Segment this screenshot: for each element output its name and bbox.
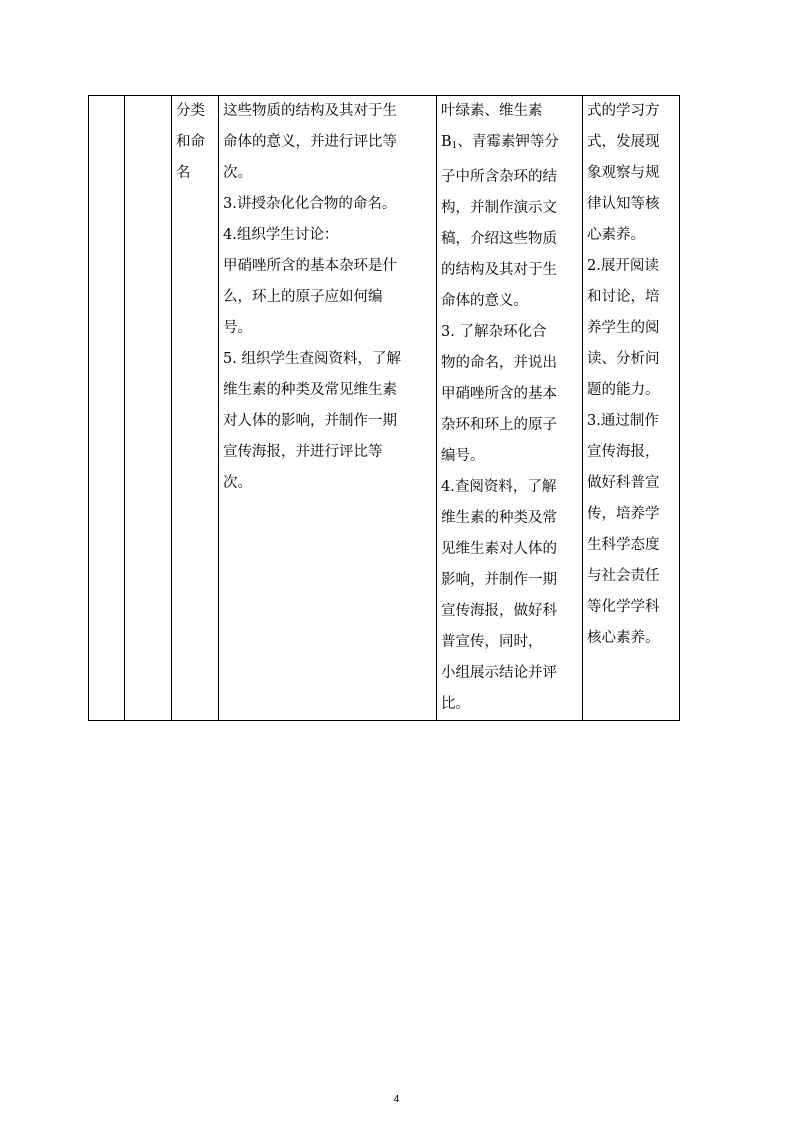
cell-col-b: [125, 96, 172, 721]
text-line: 核心素养。: [587, 630, 660, 646]
text-line: 象观察与规: [587, 165, 660, 181]
cell-design-intent: [583, 96, 680, 721]
text-line: 小组展示结论并评: [441, 665, 557, 681]
page-number: 4: [393, 1094, 400, 1105]
text-line: 读、分析问: [587, 351, 660, 367]
text-line: 和命: [176, 134, 205, 150]
text-line: 对人体的影响，并制作一期: [223, 413, 397, 429]
text-fragment: 、青霉素钾等分: [457, 134, 559, 150]
text-line: 次。: [223, 165, 252, 181]
text-line: 次。: [223, 475, 252, 491]
text-line: 比。: [441, 696, 470, 712]
text-line: 的结构及其对于生: [441, 262, 557, 278]
text-line: 等化学学科: [587, 599, 660, 615]
text-line: 4.查阅资料，了解: [441, 479, 557, 495]
text-line: 与社会责任: [587, 568, 660, 584]
text-line: 甲硝唑所含的基本杂环是什: [223, 258, 397, 274]
text-line: 叶绿素、维生素: [441, 103, 543, 119]
text-line: 分类: [176, 103, 205, 119]
text-line: 养学生的阅: [587, 320, 660, 336]
text-line: 题的能力。: [587, 382, 660, 398]
text-line: 传，培养学: [587, 506, 660, 522]
text-line: 律认知等核: [587, 196, 660, 212]
table-row: [89, 96, 680, 721]
text-line: 么，环上的原子应如何编: [223, 289, 383, 305]
text-line: 命体的意义，并进行评比等: [223, 134, 397, 150]
cell-student-activities: [437, 96, 583, 721]
text-line: 甲硝唑所含的基本: [441, 386, 557, 402]
cell-teacher-activities: [219, 96, 437, 721]
text-line: 普宣传，同时，: [441, 634, 543, 650]
text-line: 式的学习方: [587, 103, 660, 119]
text-line: 名: [176, 165, 191, 181]
cell-category: [172, 96, 219, 721]
lesson-table: [88, 95, 680, 721]
text-line: 3.讲授杂化化合物的命名。: [223, 196, 397, 212]
text-line: 式，发展现: [587, 134, 660, 150]
text-line: 做好科普宣: [587, 475, 660, 491]
text-line: 构，并制作演示文: [441, 200, 557, 216]
text-line: 影响，并制作一期: [441, 572, 557, 588]
text-line: 见维生素对人体的: [441, 541, 557, 557]
text-line: 命体的意义。: [441, 293, 528, 309]
text-line: 稿，介绍这些物质: [441, 231, 557, 247]
text-line: 3. 了解杂环化合: [441, 324, 547, 340]
text-line: 杂环和环上的原子: [441, 417, 557, 433]
text-line: 生科学态度: [587, 537, 660, 553]
cell-col-a: [89, 96, 125, 721]
text-line: 物的命名，并说出: [441, 355, 557, 371]
text-fragment: B: [441, 134, 452, 150]
text-line: [441, 127, 578, 162]
text-line: 宣传海报，: [587, 444, 660, 460]
text-line: 宣传海报，并进行评比等: [223, 444, 383, 460]
text-line: 2.展开阅读: [587, 258, 659, 274]
subscript: 1: [451, 141, 458, 151]
text-line: 维生素的种类及常: [441, 510, 557, 526]
text-line: 5. 组织学生查阅资料，了解: [223, 351, 401, 367]
text-line: 维生素的种类及常见维生素: [223, 382, 397, 398]
text-line: 号。: [223, 320, 252, 336]
text-line: 和讨论，培: [587, 289, 660, 305]
text-line: 心素养。: [587, 227, 645, 243]
text-line: 宣传海报，做好科: [441, 603, 557, 619]
text-line: 3.通过制作: [587, 413, 659, 429]
text-line: 编号。: [441, 448, 485, 464]
text-line: 4.组织学生讨论：: [223, 227, 339, 243]
text-line: 子中所含杂环的结: [441, 169, 557, 185]
text-line: 这些物质的结构及其对于生: [223, 103, 397, 119]
